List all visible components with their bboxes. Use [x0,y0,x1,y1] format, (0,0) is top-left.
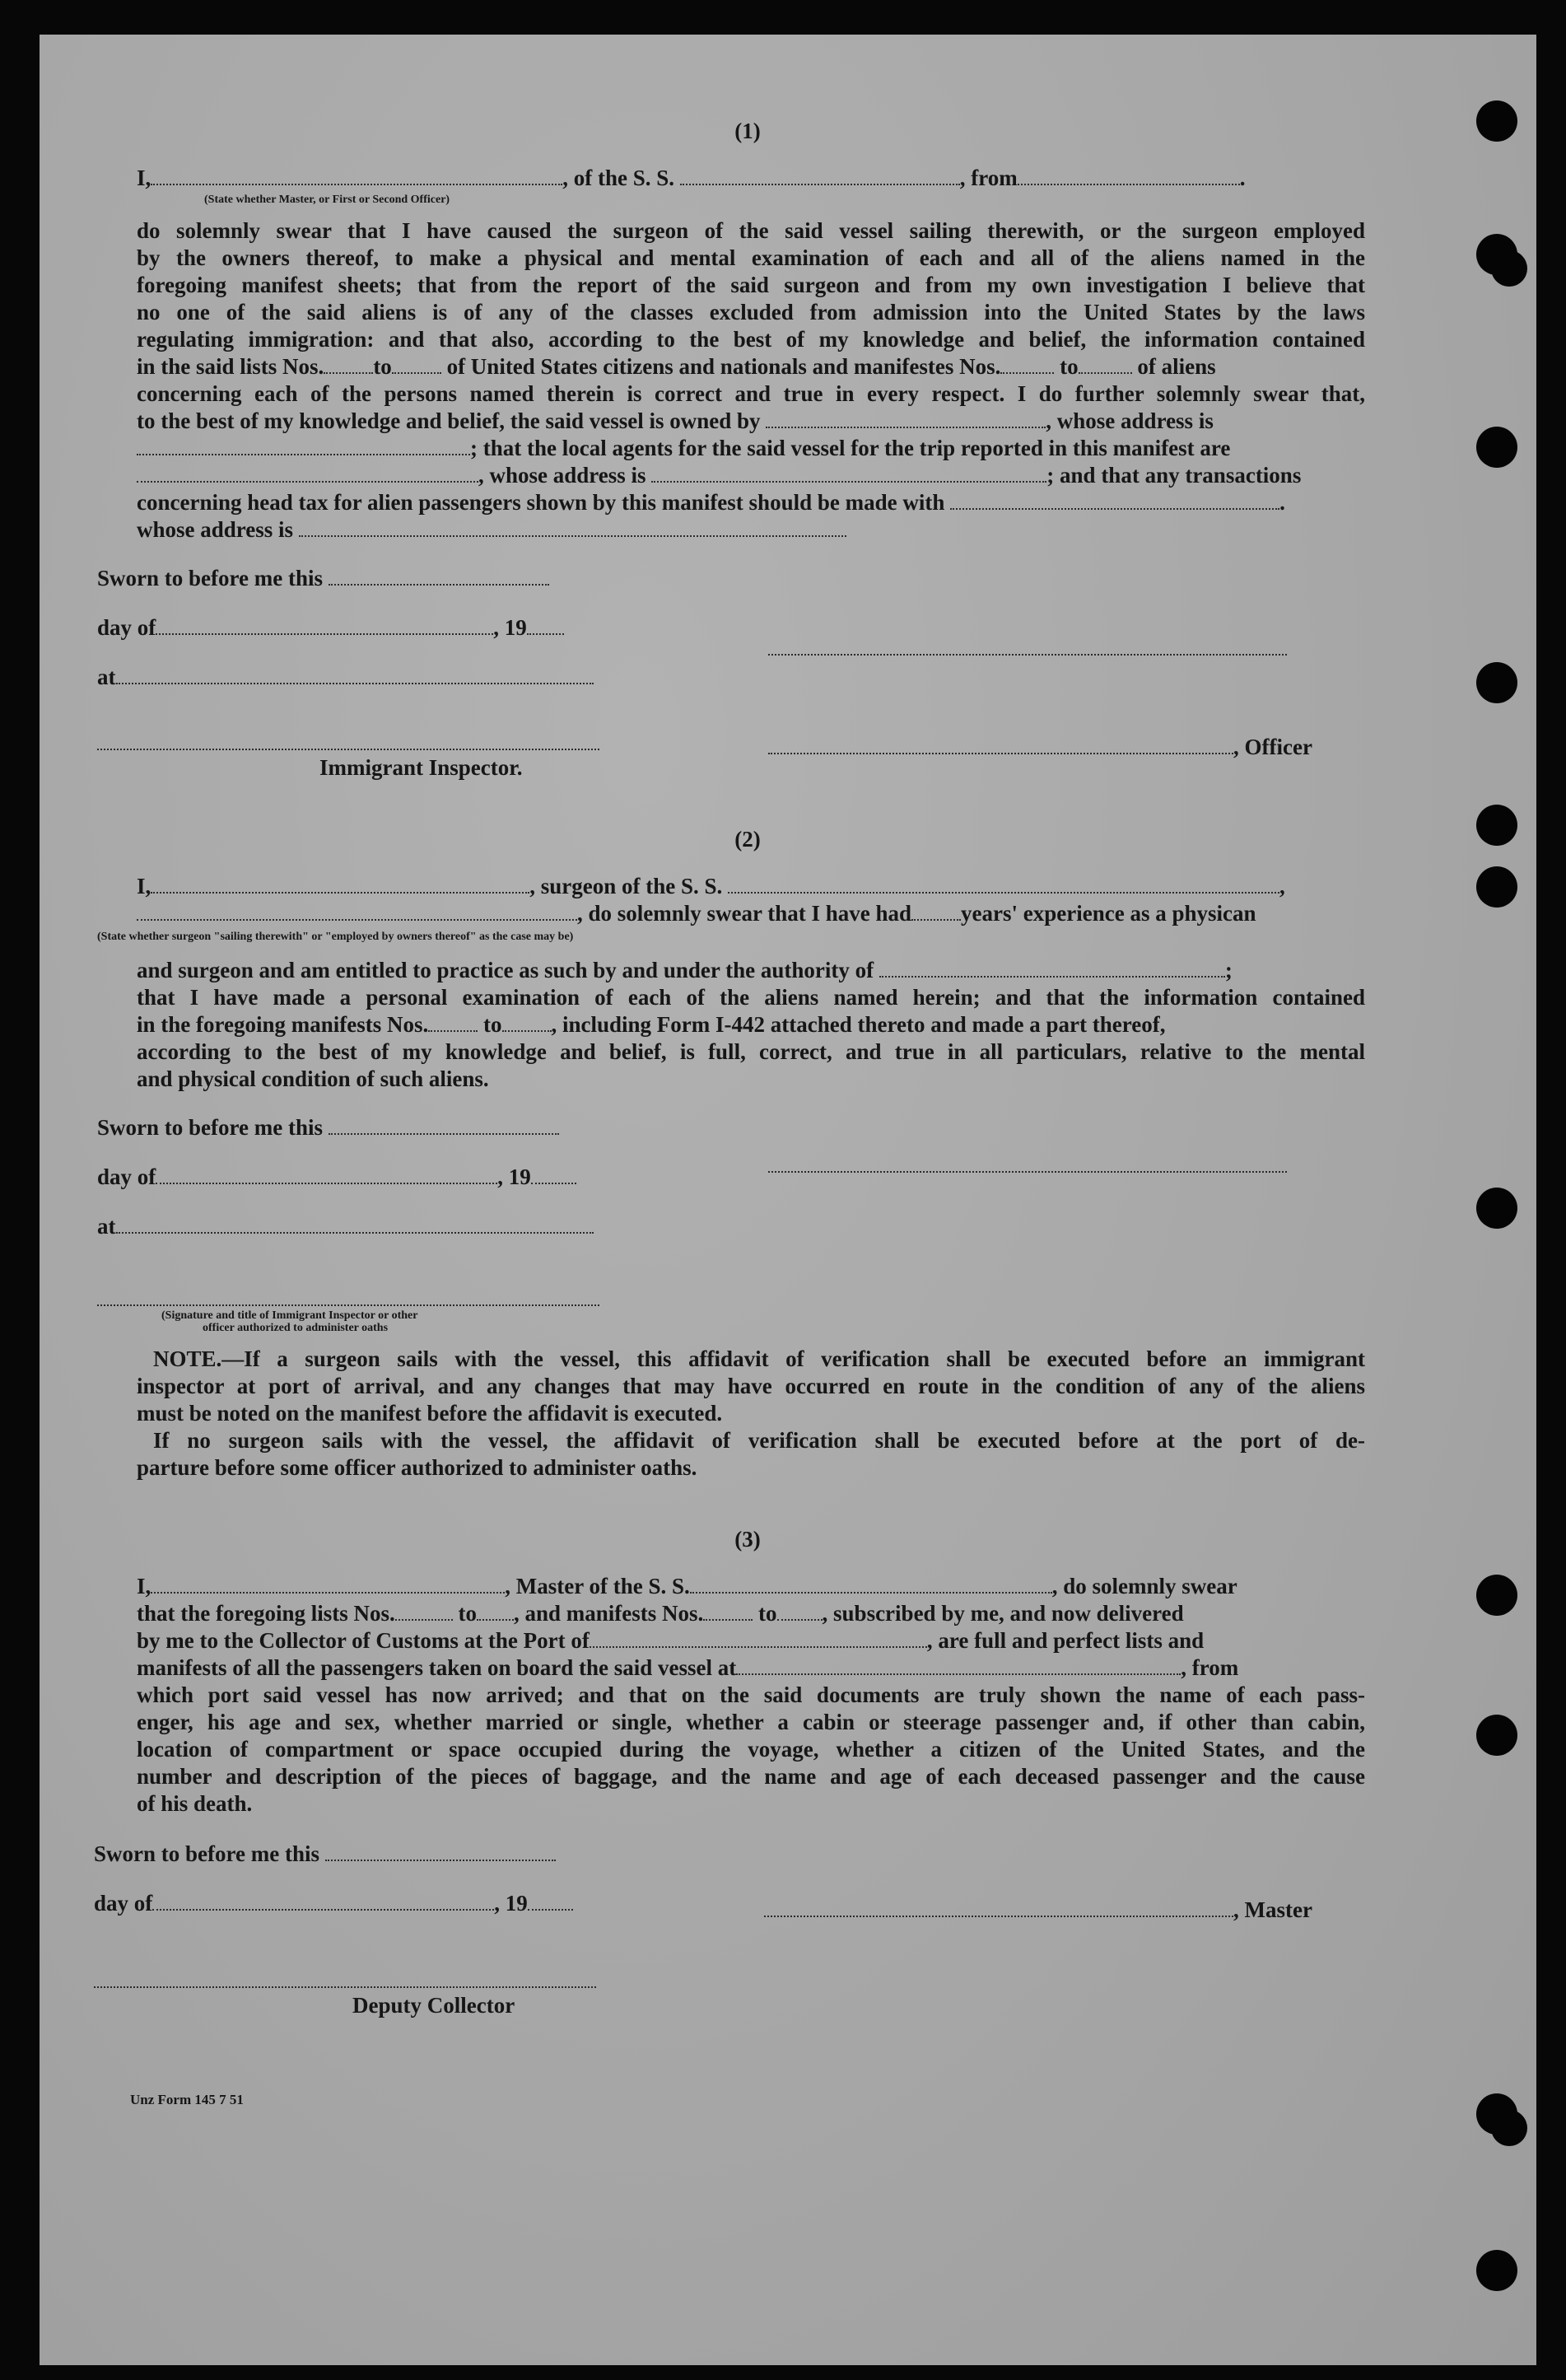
section-1-number: (1) [734,119,761,143]
binder-hole [1476,2093,1517,2135]
s1-line-7: concerning each of the persons named therein is correct and true in every respect. I do further solemnly swear that, [137,381,1365,406]
s2-at: at [97,1214,594,1239]
section-2-number: (2) [734,827,761,852]
binder-hole [1476,662,1517,703]
binder-hole [1476,234,1517,275]
s1-immigrant-inspector: Immigrant Inspector. [319,755,523,780]
s1-para-line: foregoing manifest sheets; that from the report of the said surgeon and from my own investigation I believe that [137,273,1365,297]
s3-deputy-collector: Deputy Collector [352,1993,515,2018]
caption-officer: (State whether Master, or First or Second Officer) [204,194,450,206]
s1-day-of: day of , 19 [97,615,564,641]
s1-line-9: ; that the local agents for the said vessel for the trip reported in this manifest are [137,435,1365,462]
s3-line-4: manifests of all the passengers taken on board the said vessel at , from [137,1655,1239,1680]
s1-para-line: no one of the said aliens is of any of the classes excluded from admission into the United States by the laws [137,300,1365,324]
binder-hole [1476,805,1517,846]
s1-para-line: by the owners thereof, to make a physical and mental examination of each and all of the aliens named in the [137,245,1365,270]
s1-line-12: whose address is [137,516,1365,544]
s3-line-1: I, , Master of the S. S. , do solemnly swear [137,1574,1237,1598]
binder-hole [1476,1188,1517,1229]
s1-para-line: regulating immigration: and that also, according to the best of my knowledge and belief, the information contained [137,327,1365,352]
form-number: Unz Form 145 7 51 [130,2092,244,2107]
s3-line-2: that the foregoing lists Nos. to , and manifests Nos. to , subscribed by me, and now delivered [137,1601,1184,1626]
s1-signature-line [768,652,1287,656]
binder-hole [1476,427,1517,468]
s2-sworn: Sworn to before me this [97,1115,559,1141]
s2-line-5: in the foregoing manifests Nos. to , including Form I-442 attached thereto and made a part thereof, [137,1012,1166,1037]
s1-at: at [97,665,594,690]
s2-line-2: , do solemnly swear that I have had years' experience as a physican [137,900,1365,927]
s1-line-1: I, , of the S. S. , from . [137,166,1246,190]
s1-line-6: in the said lists Nos. to of United States citizens and nationals and manifestes Nos. to of aliens [137,354,1216,379]
s3-master: , Master [764,1897,1312,1923]
s3-collector-line [94,1985,596,1988]
manifest-affidavit-page [40,35,1536,2365]
s2-line-7: and physical condition of such aliens. [137,1066,489,1091]
s2-signature-line [768,1169,1287,1173]
binder-hole [1476,866,1517,908]
s1-officer: , Officer [768,735,1312,760]
s1-sworn: Sworn to before me this [97,566,549,591]
s1-para-line: do solemnly swear that I have caused the surgeon of the said vessel sailing therewith, or the surgeon employed [137,218,1365,243]
s3-para-line: enger, his age and sex, whether married or single, whether a cabin or steerage passenger and, if other than cabin, [137,1710,1365,1734]
note-line: must be noted on the manifest before the affidavit is executed. [137,1401,723,1426]
section-3-number: (3) [734,1527,761,1552]
s3-sworn: Sworn to before me this [94,1841,556,1867]
s3-para-line: number and description of the pieces of baggage, and the name and age of each deceased passenger and the cause [137,1764,1365,1789]
s1-line-8: to the best of my knowledge and belief, the said vessel is owned by , whose address is [137,408,1214,433]
s2-line-6: according to the best of my knowledge and belief, is full, correct, and true in all particulars, relative to the mental [137,1039,1365,1064]
s1-inspector-line [97,747,599,750]
s2-line-3: and surgeon and am entitled to practice as such by and under the authority of ; [137,958,1233,982]
binder-hole [1476,100,1517,142]
s2-line-1: I, , surgeon of the S. S. , [137,874,1285,898]
binder-hole [1476,1575,1517,1616]
s2-line-4: that I have made a personal examination of each of the aliens named herein; and that the information contained [137,985,1365,1010]
s3-line-3: by me to the Collector of Customs at the Port of , are full and perfect lists and [137,1628,1205,1653]
s1-line-11: concerning head tax for alien passengers shown by this manifest should be made with . [137,490,1285,515]
note2-line: If no surgeon sails with the vessel, the affidavit of verification shall be executed before at the port of de- [153,1428,1365,1453]
note-line: NOTE.—If a surgeon sails with the vessel, this affidavit of verification shall be executed before an immigrant [153,1346,1365,1371]
caption-sig-2: officer authorized to administer oaths [203,1322,389,1334]
caption-sig-1: (Signature and title of Immigrant Inspector or other [161,1309,418,1322]
s2-day-of: day of , 19 [97,1164,576,1190]
binder-hole [1476,2250,1517,2291]
s3-day-of: day of , 19 [94,1891,573,1916]
note2-line: parture before some officer authorized to administer oaths. [137,1455,697,1480]
s2-witness-line [97,1303,599,1306]
binder-hole [1476,1715,1517,1756]
caption-surgeon: (State whether surgeon "sailing therewith" or "employed by owners thereof" as the case may be) [97,931,574,943]
s3-para-line: which port said vessel has now arrived; and that on the said documents are truly shown the name of each pass- [137,1682,1365,1707]
s3-para-line: location of compartment or space occupied during the voyage, whether a citizen of the United States, and the [137,1737,1365,1762]
s1-line-10: , whose address is ; and that any transactions [137,462,1365,489]
s3-last-line: of his death. [137,1791,253,1816]
note-line: inspector at port of arrival, and any changes that may have occurred en route in the condition of any of the aliens [137,1374,1365,1398]
